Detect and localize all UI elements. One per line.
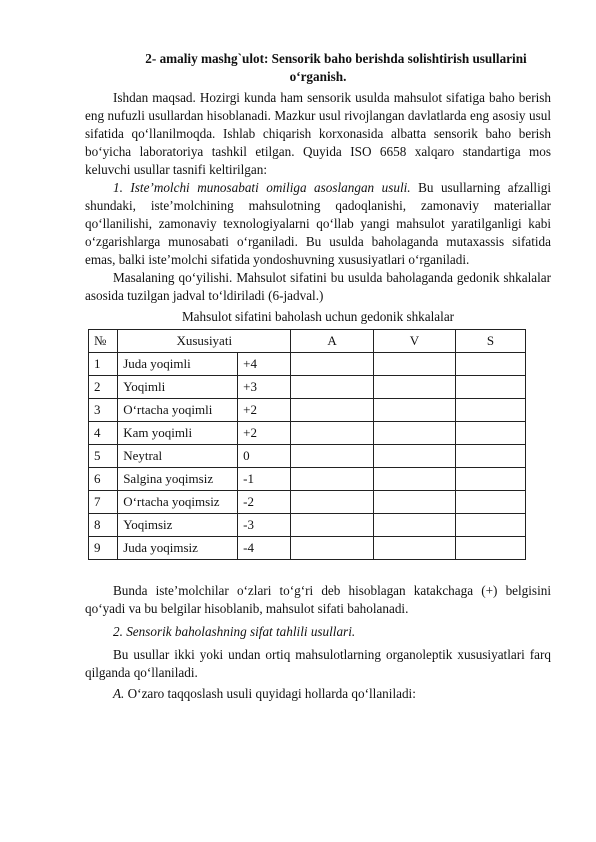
- paragraph-consumer-method: [85, 179, 551, 269]
- row-score: -2: [238, 491, 291, 514]
- row-score: -1: [238, 468, 291, 491]
- table-row: [89, 422, 526, 445]
- paragraph-marking: Bunda iste’molchilar o‘zlari to‘g‘ri deb hisoblagan katakchaga (+) belgisini qo‘yadi va bu belgilar hisoblanib, mahsulot sifati baholanadi.: [85, 583, 551, 616]
- row-cell-s: [456, 376, 526, 399]
- title-line-1: 2- amaliy mashg`ulot: Sensorik baho berishda solishtirish usullarini: [145, 51, 527, 66]
- header-s: S: [456, 330, 526, 353]
- row-number: 9: [89, 537, 118, 560]
- row-score: +3: [238, 376, 291, 399]
- table-row: [89, 399, 526, 422]
- hedonic-scale-table: [88, 329, 526, 560]
- table-caption: Mahsulot sifatini baholash uchun gedonik shkalalar: [181, 309, 455, 324]
- row-score: -4: [238, 537, 291, 560]
- row-number: 4: [89, 422, 118, 445]
- document-body: [85, 50, 551, 703]
- row-number: 2: [89, 376, 118, 399]
- table-row: [89, 353, 526, 376]
- paragraph-problem: Masalaning qo‘yilishi. Mahsulot sifatini bu usulda baholaganda gedonik shkalalar asosida tuzilgan jadval to‘ldiriladi (6-jadval.): [85, 270, 551, 303]
- row-property: Juda yoqimli: [118, 353, 238, 376]
- document-title: [85, 50, 551, 86]
- row-score: +2: [238, 399, 291, 422]
- row-cell-a: [291, 376, 373, 399]
- table-row: [89, 537, 526, 560]
- header-property: Xususiyati: [118, 330, 291, 353]
- row-cell-a: [291, 537, 373, 560]
- row-property: O‘rtacha yoqimli: [118, 399, 238, 422]
- row-cell-s: [456, 537, 526, 560]
- row-number: 8: [89, 514, 118, 537]
- row-score: -3: [238, 514, 291, 537]
- paragraph-section-2: [85, 623, 551, 641]
- row-cell-a: [291, 514, 373, 537]
- row-cell-s: [456, 468, 526, 491]
- section-2-heading: 2. Sensorik baholashning sifat tahlili usullari.: [113, 624, 356, 639]
- row-cell-v: [373, 514, 455, 537]
- row-property: Neytral: [118, 445, 238, 468]
- table-row: [89, 445, 526, 468]
- row-cell-s: [456, 399, 526, 422]
- table-row: [89, 376, 526, 399]
- table-header-row: [89, 330, 526, 353]
- row-property: Juda yoqimsiz: [118, 537, 238, 560]
- table-row: [89, 468, 526, 491]
- row-cell-s: [456, 422, 526, 445]
- row-number: 6: [89, 468, 118, 491]
- row-property: Salgina yoqimsiz: [118, 468, 238, 491]
- row-score: 0: [238, 445, 291, 468]
- table-row: [89, 491, 526, 514]
- header-v: V: [373, 330, 455, 353]
- row-property: Yoqimli: [118, 376, 238, 399]
- comparison-method-text: O‘zaro taqqoslash usuli quyidagi hollarda qo‘llaniladi:: [124, 686, 416, 701]
- row-number: 5: [89, 445, 118, 468]
- row-cell-a: [291, 491, 373, 514]
- row-cell-s: [456, 514, 526, 537]
- row-number: 3: [89, 399, 118, 422]
- table-body: [89, 353, 526, 560]
- row-cell-a: [291, 399, 373, 422]
- header-number: №: [89, 330, 118, 353]
- row-cell-v: [373, 537, 455, 560]
- comparison-method-label: A.: [113, 686, 125, 701]
- row-cell-a: [291, 445, 373, 468]
- row-cell-v: [373, 376, 455, 399]
- row-cell-a: [291, 468, 373, 491]
- row-cell-v: [373, 353, 455, 376]
- paragraph-purpose: Ishdan maqsad. Hozirgi kunda ham sensorik usulda mahsulot sifatiga baho berish eng nufuzli usullardan hisoblanadi. Mazkur usul rivojlangan davlatlarda eng asosiy usul sifatida qo‘llanilmoqda. Ishlab chiqarish korxonasida albatta sensorik baho berish bo‘yicha laboratoriya tashkil etilgan. Quyida ISO 6658 xalqaro standartiga mos keluvchi usullar tasnifi keltirilgan:: [85, 90, 551, 177]
- row-cell-a: [291, 422, 373, 445]
- row-cell-v: [373, 491, 455, 514]
- header-a: A: [291, 330, 373, 353]
- row-score: +4: [238, 353, 291, 376]
- consumer-method-text: Bu usullarning afzalligi shundaki, iste’molchining mahsulotning qadoqlanishi, zamonaviy materiallar qo‘llanilishi, zamonaviy texnologiyalarni qo‘llab yangi mahsulot yaratilganligi kabi o‘zgarishlarga munosabati o‘rganiladi. Bu usulda baholaganda mutaxassis sifatida emas, balki iste’molchi sifatida yondoshuvning xususiyatlari o‘rganiladi.: [85, 180, 551, 267]
- row-cell-v: [373, 445, 455, 468]
- paragraph-comparison-method: [85, 685, 551, 703]
- row-property: Yoqimsiz: [118, 514, 238, 537]
- row-cell-v: [373, 422, 455, 445]
- row-number: 1: [89, 353, 118, 376]
- row-property: O‘rtacha yoqimsiz: [118, 491, 238, 514]
- paragraph-quality-methods: Bu usullar ikki yoki undan ortiq mahsulotlarning organoleptik xususiyatlari farq qilganda qo‘llaniladi.: [85, 647, 551, 680]
- row-cell-v: [373, 468, 455, 491]
- consumer-method-heading: 1. Iste’molchi munosabati omiliga asoslangan usuli.: [113, 180, 411, 195]
- row-cell-v: [373, 399, 455, 422]
- table-row: [89, 514, 526, 537]
- title-line-2: o‘rganish.: [289, 69, 347, 84]
- row-cell-s: [456, 491, 526, 514]
- row-cell-s: [456, 353, 526, 376]
- row-cell-s: [456, 445, 526, 468]
- row-number: 7: [89, 491, 118, 514]
- row-cell-a: [291, 353, 373, 376]
- row-property: Kam yoqimli: [118, 422, 238, 445]
- row-score: +2: [238, 422, 291, 445]
